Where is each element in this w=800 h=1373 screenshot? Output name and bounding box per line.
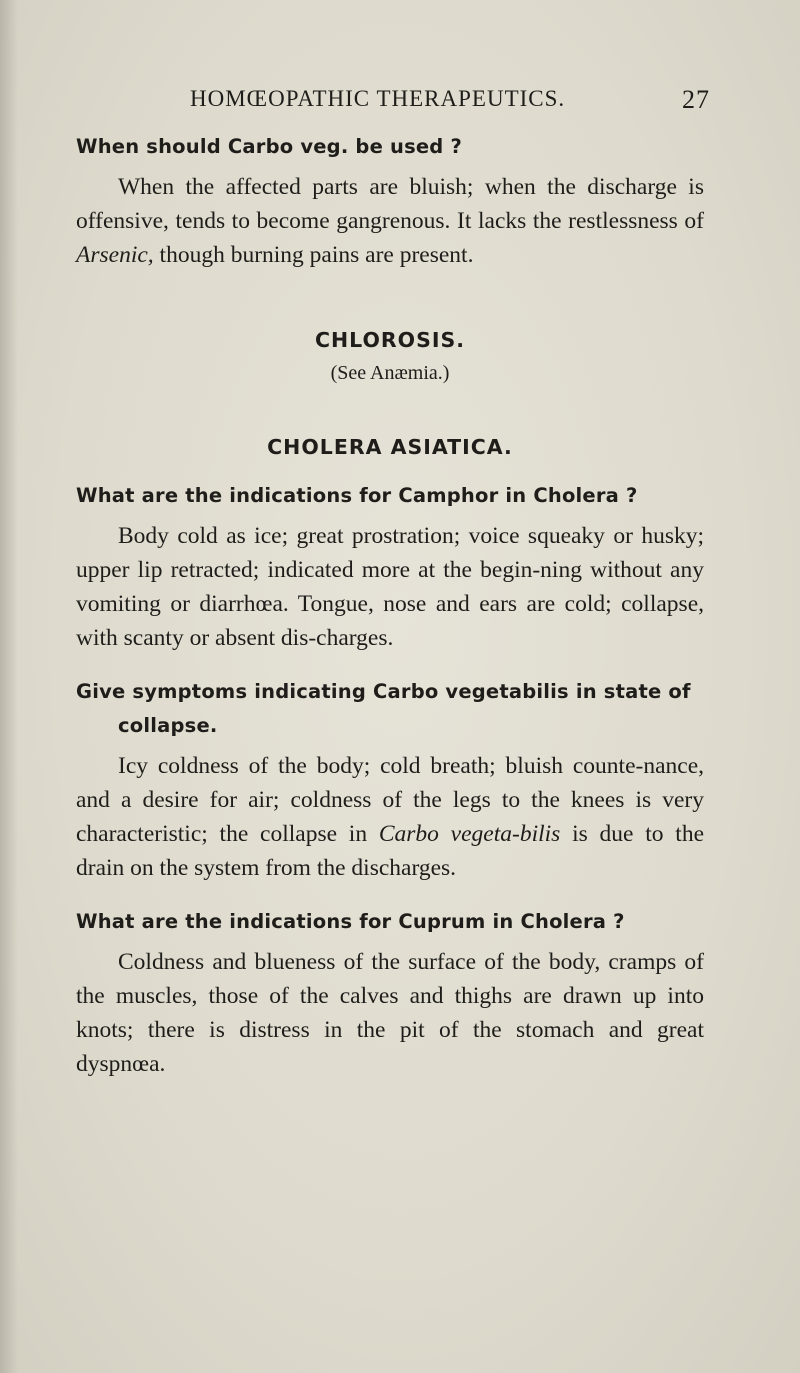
answer-italic-remedy: Carbo vegeta-bilis — [378, 821, 561, 847]
question-carbo-veg: When should Carbo veg. be used ? — [76, 135, 462, 158]
question-camphor: What are the indications for Camphor in Cholera ? — [76, 484, 638, 507]
spacer — [76, 655, 704, 675]
cross-reference-note: (See Anæmia.) — [330, 362, 450, 384]
answer-text: though burning pains are present. — [153, 242, 474, 268]
running-head-title: HOMŒOPATHIC THERAPEUTICS. — [190, 86, 566, 111]
page-content — [76, 130, 704, 1081]
answer-italic-remedy: Arsenic, — [76, 242, 154, 268]
question-carbo-vegetabilis: Give symptoms indicating Carbo vegetabilis in state of collapse. — [76, 680, 691, 737]
spacer — [76, 385, 704, 435]
spacer — [76, 885, 704, 905]
binding-shadow — [0, 0, 18, 1373]
section-heading-cholera: CHOLERA ASIATICA. — [267, 435, 513, 459]
answer-text: is due to the drain on the system from the discharges. — [76, 821, 705, 881]
page-number: 27 — [682, 85, 710, 114]
running-head — [190, 86, 710, 112]
answer-carbo-vegetabilis — [76, 749, 704, 885]
answer-carbo-veg — [76, 170, 704, 272]
answer-text: Icy coldness of the body; cold breath; bluish counte-nance, and a desire for air; coldness of the legs to the knees is very characteristic; the collapse in — [76, 753, 704, 847]
section-heading-chlorosis: CHLOROSIS. — [314, 328, 466, 352]
answer-text: When the affected parts are bluish; when the discharge is offensive, tends to become gangrenous. It lacks the restlessness of — [76, 174, 704, 234]
answer-cuprum: Coldness and blueness of the surface of the body, cramps of the muscles, those of the calves and thighs are drawn up into knots; there is distress in the pit of the stomach and great dyspnœa. — [76, 949, 704, 1077]
question-cuprum: What are the indications for Cuprum in Cholera ? — [76, 910, 625, 933]
spacer — [76, 459, 704, 479]
answer-camphor: Body cold as ice; great prostration; voice squeaky or husky; upper lip retracted; indicated more at the begin-ning without any vomiting or diarrhœa. Tongue, nose and ears are cold; collapse, with scanty or absent dis-charges. — [76, 523, 704, 651]
spacer — [76, 272, 704, 328]
